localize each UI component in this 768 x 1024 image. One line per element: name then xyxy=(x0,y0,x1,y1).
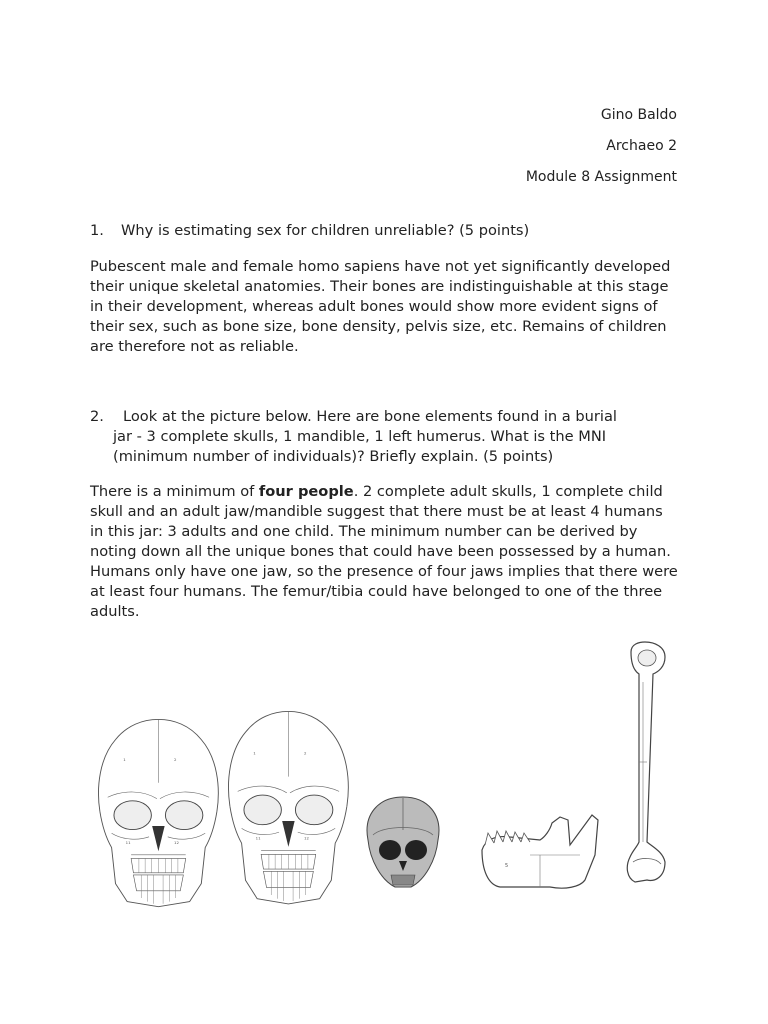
child-skull xyxy=(367,797,439,887)
question-1 xyxy=(90,221,529,241)
adult-skull-2 xyxy=(228,711,348,903)
answer-2 xyxy=(90,482,680,622)
assignment-title: Module 8 Assignment xyxy=(525,169,677,185)
answer-2-rest: . 2 complete adult skulls, 1 complete child skull and an adult jaw/mandible suggest that there must be at least 4 humans in this jar: 3 adults and one child. The minimum number can be derived by noting down all the unique bones that could have been possessed by a human. Humans only have one jaw, so the presence of four jaws implies that there were at least four humans. The femur/tibia could have belonged to one of the three adults. xyxy=(90,483,678,620)
mandible xyxy=(482,815,598,888)
humerus xyxy=(627,642,665,882)
answer-1: Pubescent male and female homo sapiens have not yet significantly developed their unique skeletal anatomies. Their bones are indistinguishable at this stage in their development, whereas adult bones would show more evident signs of their sex, such as bone size, bone density, pelvis size, etc. Remains of children are therefore not as reliable. xyxy=(90,258,671,355)
question-2 xyxy=(90,407,650,467)
author-name: Gino Baldo xyxy=(600,107,677,123)
question-2-number: 2. xyxy=(90,408,104,425)
question-2-line3: (minimum number of individuals)? Briefly explain. (5 points) xyxy=(113,448,554,465)
adult-skull-1 xyxy=(98,719,218,906)
svg-text:5: 5 xyxy=(505,863,509,869)
bone-figures: 1 2 11 5 xyxy=(0,630,768,910)
question-1-text: Why is estimating sex for children unreliable? (5 points) xyxy=(121,222,530,239)
question-1-number: 1. xyxy=(90,222,104,239)
answer-2-prefix: There is a minimum of xyxy=(90,483,259,500)
question-2-line1: Look at the picture below. Here are bone elements found in a burial xyxy=(123,408,617,425)
answer-2-bold: four people xyxy=(258,483,354,500)
question-2-line2: jar - 3 complete skulls, 1 mandible, 1 left humerus. What is the MNI xyxy=(113,428,607,445)
course-name: Archaeo 2 xyxy=(606,138,677,154)
